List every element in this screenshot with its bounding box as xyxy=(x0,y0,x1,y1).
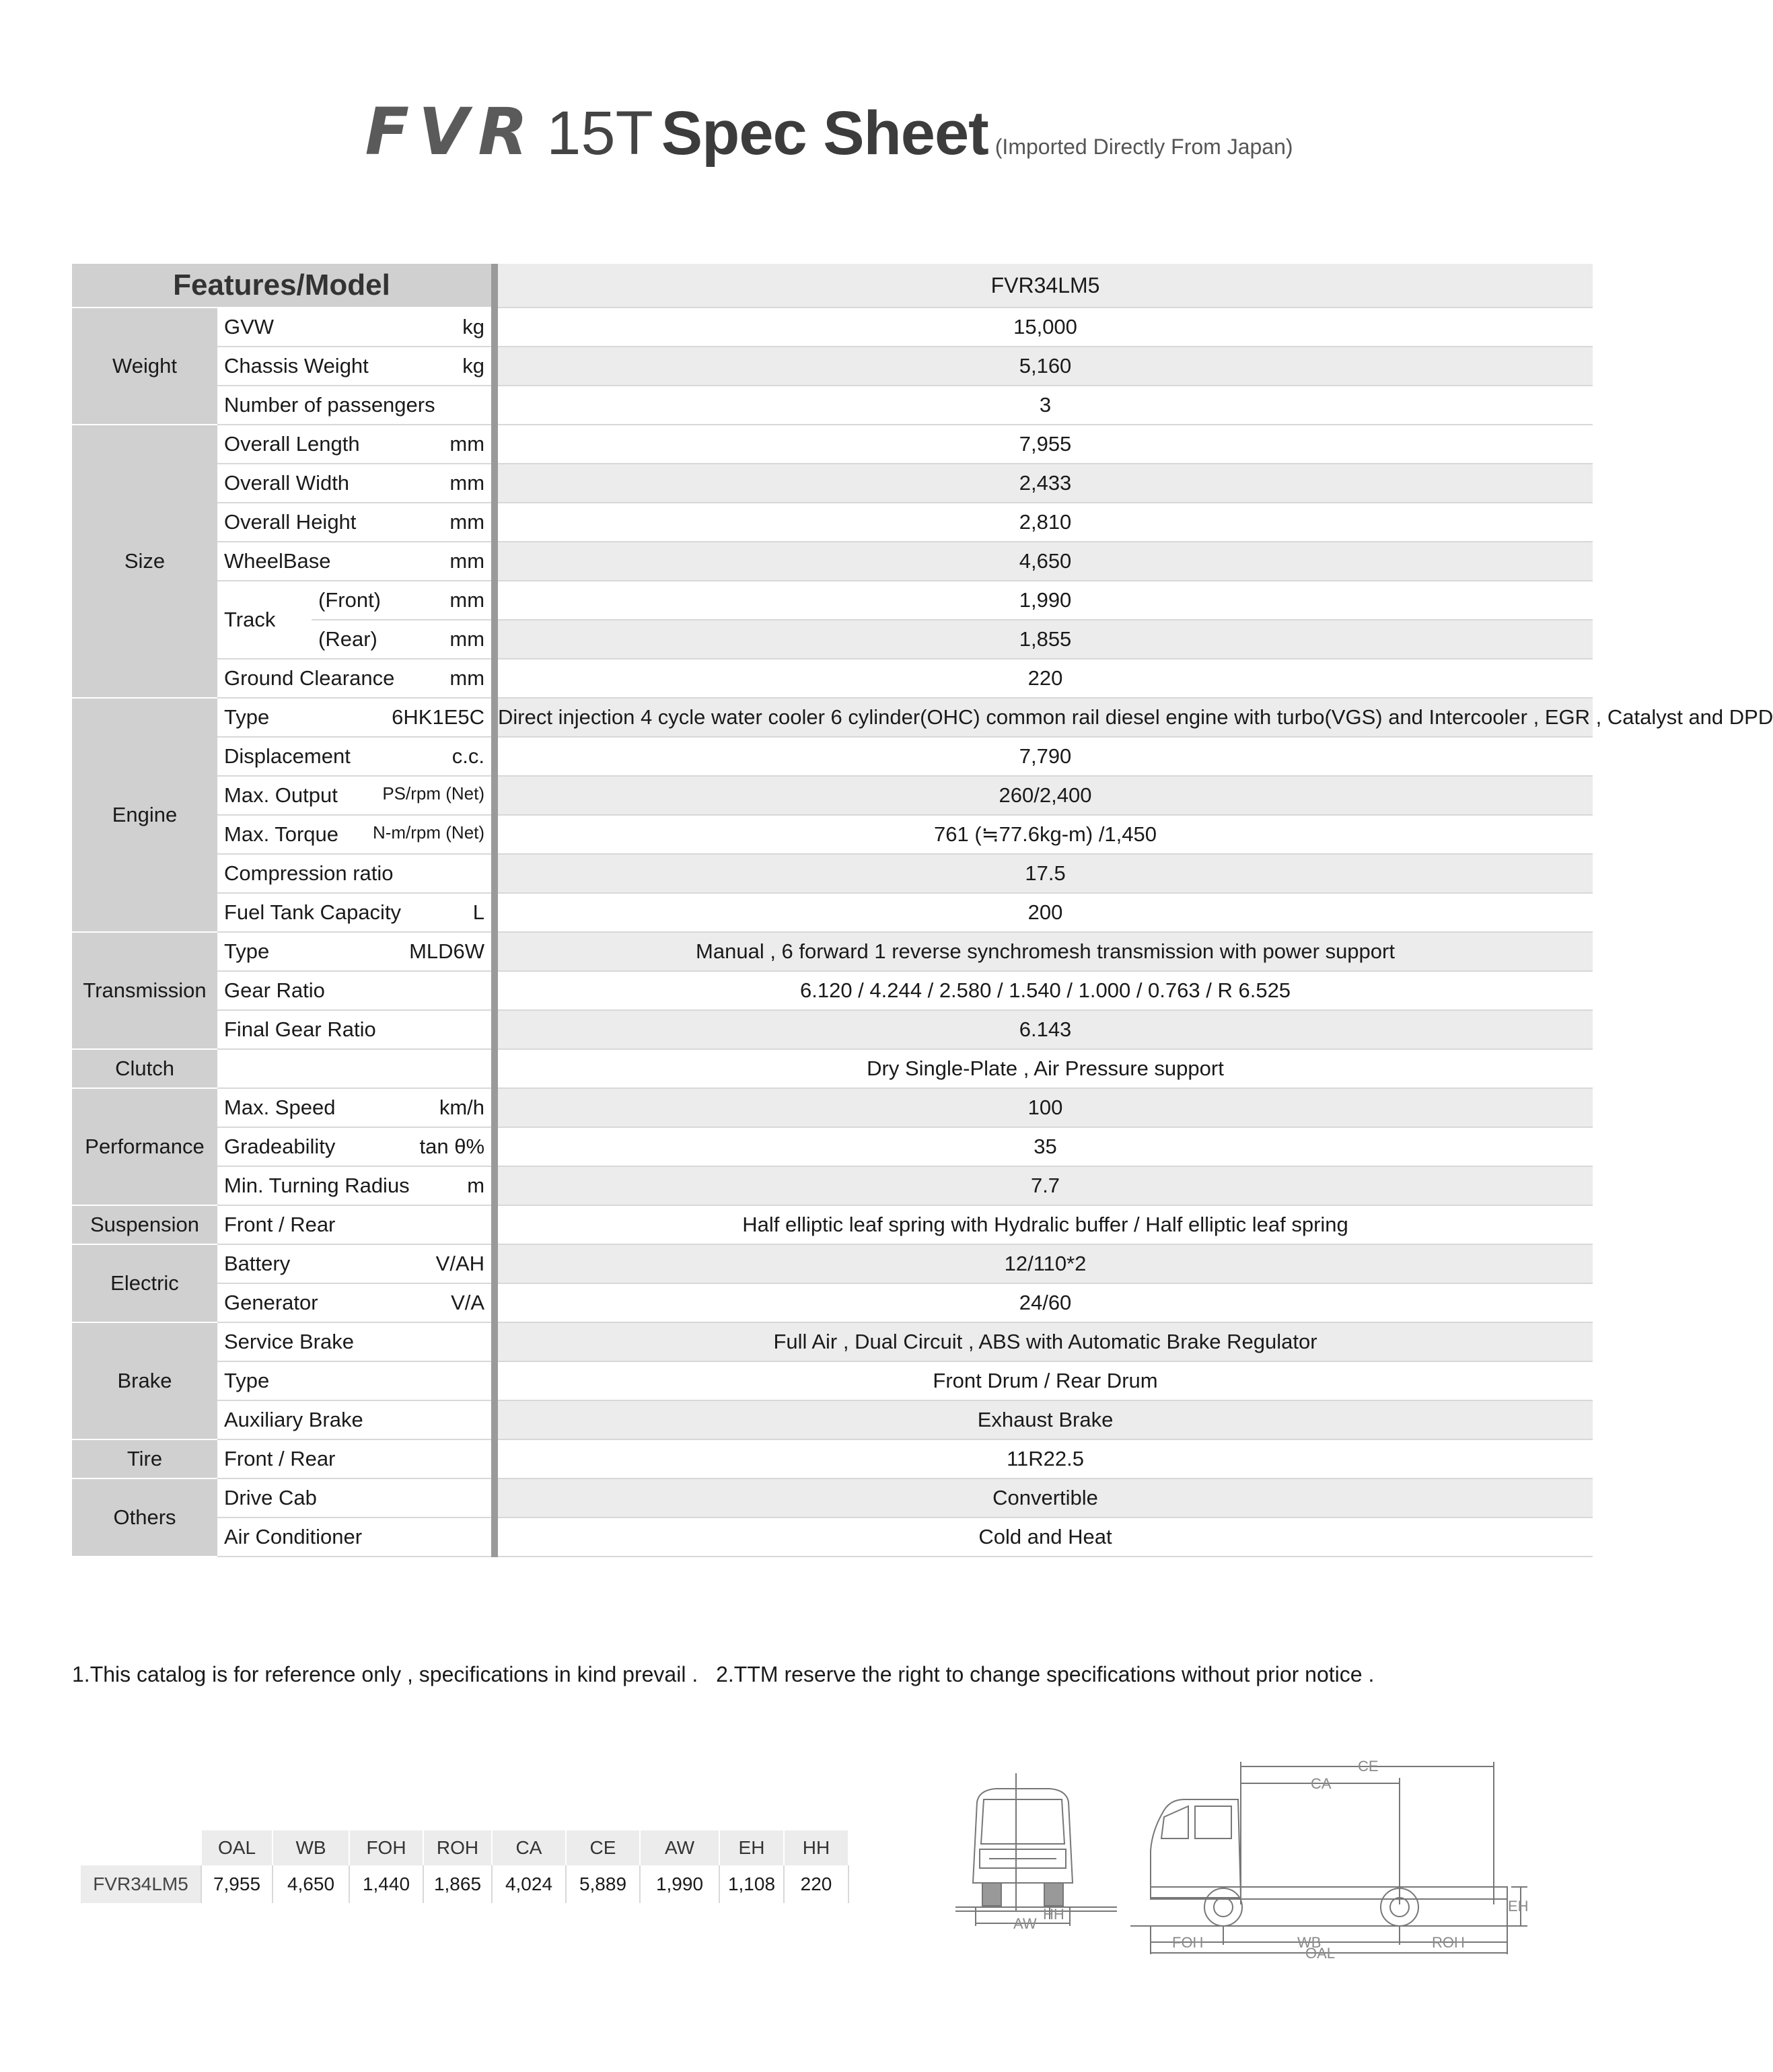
row-unit: tan θ% xyxy=(419,1135,485,1158)
row-unit: L xyxy=(472,900,485,924)
row-value: Exhaust Brake xyxy=(495,1400,1593,1439)
title-main: Spec Sheet xyxy=(661,99,988,168)
table-row xyxy=(72,542,1593,581)
row-unit: mm xyxy=(449,666,485,690)
row-label: Min. Turning Radius xyxy=(224,1174,410,1197)
row-unit: kg xyxy=(462,315,485,338)
label-wb: WB xyxy=(1297,1934,1322,1951)
row-label: Max. Output xyxy=(224,783,338,807)
table-row xyxy=(72,425,1593,464)
row-label: (Rear) xyxy=(318,627,377,651)
header-model-code: FVR34LM5 xyxy=(495,264,1593,308)
row-value: 11R22.5 xyxy=(495,1439,1593,1478)
truck-side-view-drawing xyxy=(1130,1756,1534,1962)
table-row xyxy=(72,1244,1593,1283)
table-row xyxy=(72,386,1593,425)
table-row xyxy=(72,464,1593,503)
dim-value: 220 xyxy=(784,1865,848,1903)
tonnage: 15T xyxy=(546,99,653,168)
category-suspension: Suspension xyxy=(72,1205,217,1244)
row-value: 3 xyxy=(495,386,1593,425)
truck-front-view-drawing xyxy=(949,1770,1124,1945)
row-value: Half elliptic leaf spring with Hydralic buffer / Half elliptic leaf spring xyxy=(495,1205,1593,1244)
row-value: 4,650 xyxy=(495,542,1593,581)
row-unit: mm xyxy=(449,588,485,612)
row-value: 6.120 / 4.244 / 2.580 / 1.540 / 1.000 / 0.763 / R 6.525 xyxy=(495,971,1593,1010)
row-value: 17.5 xyxy=(495,854,1593,893)
title-subtitle: (Imported Directly From Japan) xyxy=(994,135,1293,159)
row-value: 2,433 xyxy=(495,464,1593,503)
row-label: Type xyxy=(224,1369,270,1392)
row-value: 761 (≒77.6kg-m) /1,450 xyxy=(495,815,1593,854)
category-transmission: Transmission xyxy=(72,932,217,1049)
row-label: Gear Ratio xyxy=(224,978,325,1002)
row-unit: c.c. xyxy=(451,744,485,768)
table-row xyxy=(72,581,1593,620)
row-label: Final Gear Ratio xyxy=(224,1017,376,1041)
row-value: 6.143 xyxy=(495,1010,1593,1049)
dim-header: ROH xyxy=(423,1830,492,1865)
label-ca: CA xyxy=(1311,1775,1332,1792)
row-value: Front Drum / Rear Drum xyxy=(495,1361,1593,1400)
header-features-model: Features/Model xyxy=(72,264,495,308)
row-unit: kg xyxy=(462,354,485,378)
row-value: 1,990 xyxy=(495,581,1593,620)
label-roh: ROH xyxy=(1432,1934,1465,1951)
row-value: 200 xyxy=(495,893,1593,932)
row-value: 100 xyxy=(495,1088,1593,1127)
row-label: Max. Torque xyxy=(224,822,339,846)
table-row xyxy=(72,1283,1593,1322)
table-row xyxy=(72,1478,1593,1517)
row-label: Compression ratio xyxy=(224,861,394,885)
dim-header: EH xyxy=(719,1830,784,1865)
dimension-value-row xyxy=(81,1865,848,1903)
row-label: WheelBase xyxy=(224,549,331,573)
row-value: 260/2,400 xyxy=(495,776,1593,815)
row-label: Fuel Tank Capacity xyxy=(224,900,402,924)
dim-header: AW xyxy=(640,1830,719,1865)
row-label: Ground Clearance xyxy=(224,666,395,690)
dim-value: 1,108 xyxy=(719,1865,784,1903)
row-label: Front / Rear xyxy=(224,1447,336,1470)
table-row xyxy=(72,1049,1593,1088)
row-label: (Front) xyxy=(318,588,381,612)
row-value: 15,000 xyxy=(495,308,1593,347)
row-label: GVW xyxy=(224,315,275,338)
row-value: 7,955 xyxy=(495,425,1593,464)
row-unit: km/h xyxy=(439,1096,485,1119)
note-2: 2.TTM reserve the right to change specifications without prior notice . xyxy=(716,1662,1375,1686)
row-label: Max. Speed xyxy=(224,1096,336,1119)
row-label: Drive Cab xyxy=(224,1486,317,1509)
table-row xyxy=(72,1127,1593,1166)
footnotes xyxy=(72,1662,1374,1687)
row-value: Dry Single-Plate , Air Pressure support xyxy=(495,1049,1593,1088)
row-label: Displacement xyxy=(224,744,351,768)
row-label: Auxiliary Brake xyxy=(224,1408,363,1431)
label-aw: AW xyxy=(1013,1915,1037,1932)
row-value: 7.7 xyxy=(495,1166,1593,1205)
row-value: Direct injection 4 cycle water cooler 6 cylinder(OHC) common rail diesel engine with turbo(VGS) and Intercooler , EGR , Catalyst and DPD xyxy=(495,698,1593,737)
row-value: 1,855 xyxy=(495,620,1593,659)
table-row xyxy=(72,1088,1593,1127)
row-value: 220 xyxy=(495,659,1593,698)
label-ce: CE xyxy=(1358,1758,1379,1775)
category-performance: Performance xyxy=(72,1088,217,1205)
category-clutch: Clutch xyxy=(72,1049,217,1088)
dim-header: OAL xyxy=(201,1830,273,1865)
table-row xyxy=(72,1400,1593,1439)
row-unit: mm xyxy=(449,627,485,651)
row-label: Number of passengers xyxy=(224,393,435,417)
row-label: Overall Height xyxy=(224,510,357,534)
category-tire: Tire xyxy=(72,1439,217,1478)
spec-table xyxy=(72,264,1773,1557)
table-header-row xyxy=(72,264,1593,308)
dim-header: FOH xyxy=(349,1830,423,1865)
row-unit: V/AH xyxy=(435,1252,485,1275)
dim-value: 1,440 xyxy=(349,1865,423,1903)
page-title xyxy=(0,94,1658,170)
table-row xyxy=(72,1010,1593,1049)
row-label: Battery xyxy=(224,1252,291,1275)
table-row xyxy=(72,503,1593,542)
row-label: Type xyxy=(224,705,270,729)
table-row xyxy=(72,1439,1593,1478)
row-unit: N-m/rpm (Net) xyxy=(372,822,485,843)
row-unit: mm xyxy=(449,432,485,456)
table-row xyxy=(72,737,1593,776)
row-unit: mm xyxy=(449,510,485,534)
dim-value: 1,865 xyxy=(423,1865,492,1903)
row-value: Manual , 6 forward 1 reverse synchromesh transmission with power support xyxy=(495,932,1593,971)
row-label: Service Brake xyxy=(224,1330,354,1353)
row-value: 7,790 xyxy=(495,737,1593,776)
table-row xyxy=(72,659,1593,698)
category-brake: Brake xyxy=(72,1322,217,1439)
row-unit: mm xyxy=(449,471,485,495)
label-oal: OAL xyxy=(1305,1945,1336,1962)
row-unit: MLD6W xyxy=(409,939,485,963)
table-row xyxy=(72,1205,1593,1244)
table-row xyxy=(72,815,1593,854)
label-hh: HH xyxy=(1043,1906,1064,1923)
table-row xyxy=(72,1166,1593,1205)
category-electric: Electric xyxy=(72,1244,217,1322)
label-foh: FOH xyxy=(1172,1934,1204,1951)
row-value: 2,810 xyxy=(495,503,1593,542)
table-row xyxy=(72,854,1593,893)
row-value: Full Air , Dual Circuit , ABS with Automatic Brake Regulator xyxy=(495,1322,1593,1361)
row-label: Chassis Weight xyxy=(224,354,369,378)
row-value: Cold and Heat xyxy=(495,1517,1593,1557)
row-unit: V/A xyxy=(451,1291,485,1314)
table-row xyxy=(72,1517,1593,1557)
table-row xyxy=(72,776,1593,815)
dimension-table xyxy=(81,1830,849,1903)
table-row xyxy=(72,1361,1593,1400)
dim-value: 5,889 xyxy=(566,1865,640,1903)
row-label: Air Conditioner xyxy=(224,1525,363,1548)
row-label: Front / Rear xyxy=(224,1213,336,1236)
dim-value: 7,955 xyxy=(201,1865,273,1903)
row-unit: 6HK1E5C xyxy=(392,705,485,729)
row-value: 5,160 xyxy=(495,347,1593,386)
row-label: Overall Width xyxy=(224,471,350,495)
table-row xyxy=(72,932,1593,971)
row-value: Convertible xyxy=(495,1478,1593,1517)
row-value: 12/110*2 xyxy=(495,1244,1593,1283)
dimension-header-row xyxy=(81,1830,848,1865)
table-row xyxy=(72,893,1593,932)
row-label: Type xyxy=(224,939,270,963)
table-row xyxy=(72,347,1593,386)
dim-header: HH xyxy=(784,1830,848,1865)
row-label: Generator xyxy=(224,1291,318,1314)
category-others: Others xyxy=(72,1478,217,1557)
category-weight: Weight xyxy=(72,308,217,425)
dim-model: FVR34LM5 xyxy=(81,1865,201,1903)
row-label: Overall Length xyxy=(224,432,360,456)
row-unit: PS/rpm (Net) xyxy=(382,783,485,803)
table-row xyxy=(72,1322,1593,1361)
row-unit: m xyxy=(467,1174,485,1197)
dim-header: CA xyxy=(492,1830,566,1865)
dim-value: 4,650 xyxy=(273,1865,349,1903)
label-eh: EH xyxy=(1508,1898,1529,1915)
table-row xyxy=(72,971,1593,1010)
dim-value: 1,990 xyxy=(640,1865,719,1903)
dim-value: 4,024 xyxy=(492,1865,566,1903)
category-size: Size xyxy=(72,425,217,698)
row-unit: mm xyxy=(449,549,485,573)
dim-header: WB xyxy=(273,1830,349,1865)
row-value: 35 xyxy=(495,1127,1593,1166)
category-engine: Engine xyxy=(72,698,217,932)
table-row xyxy=(72,308,1593,347)
dim-header: CE xyxy=(566,1830,640,1865)
row-value: 24/60 xyxy=(495,1283,1593,1322)
fvr-logo: FVR xyxy=(365,94,538,170)
table-row xyxy=(72,698,1593,737)
note-1: 1.This catalog is for reference only , specifications in kind prevail . xyxy=(72,1662,698,1686)
track-label: Track xyxy=(217,581,312,659)
row-label: Gradeability xyxy=(224,1135,336,1158)
